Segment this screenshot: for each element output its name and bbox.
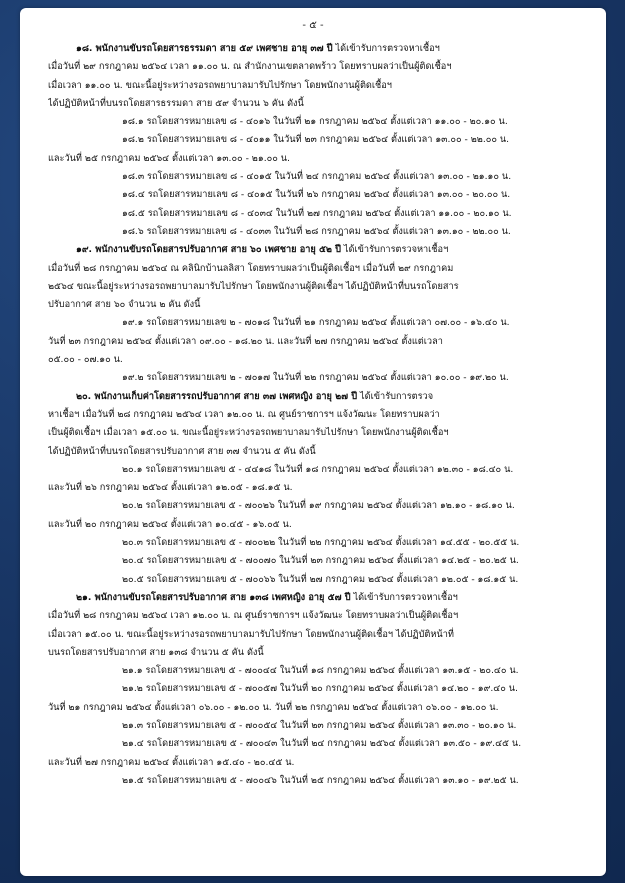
line-text: เมื่อเวลา ๑๑.๐๐ น. ขณะนี้อยู่ระหว่างรอรถพยาบาลมารับไปรักษา โดยพนักงานผู้ติดเชื้อฯ — [48, 79, 392, 91]
line-text: ได้เข้ารับการตรวจหาเชื้อฯ — [350, 591, 458, 603]
line-text: ๑๘.๖ รถโดยสารหมายเลข ๘ - ๔๐๓๓ ในวันที่ ๒๘ กรกฎาคม ๒๕๖๔ ตั้งแต่เวลา ๑๓.๑๐ - ๒๒.๐๐ น. — [122, 225, 511, 237]
line-text: ๑๙.๒ รถโดยสารหมายเลข ๒ - ๗๐๑๗ ในวันที่ ๒๒ กรกฎาคม ๒๕๖๔ ตั้งแต่เวลา ๑๐.๐๐ - ๑๙.๒๐ น. — [122, 372, 509, 384]
document-page — [20, 8, 606, 876]
item-heading-line — [48, 589, 582, 607]
sub-item-line — [48, 534, 582, 552]
line-text: ๒๑.๑ รถโดยสารหมายเลข ๕ - ๗๐๐๔๔ ในวันที่ ๑๘ กรกฎาคม ๒๕๖๔ ตั้งแต่เวลา ๑๓.๑๕ - ๒๐.๔๐ น. — [122, 665, 519, 677]
paragraph-line — [48, 278, 582, 296]
sub-item-line — [48, 717, 582, 735]
line-text: ๑๘.๓ รถโดยสารหมายเลข ๘ - ๔๐๑๕ ในวันที่ ๒๔ กรกฎาคม ๒๕๖๔ ตั้งแต่เวลา ๑๓.๐๐ - ๒๑.๑๐ น. — [122, 171, 512, 183]
paragraph-line — [48, 58, 582, 76]
item-heading-bold: ๒๐. พนักงานเก็บค่าโดยสารรถปรับอากาศ สาย ๓๗ เพศหญิง อายุ ๒๗ ปี — [76, 390, 358, 402]
sub-item-line — [48, 131, 582, 149]
document-body — [48, 40, 582, 790]
line-text: ๑๘.๑ รถโดยสารหมายเลข ๘ - ๔๐๑๖ ในวันที่ ๒๑ กรกฎาคม ๒๕๖๔ ตั้งแต่เวลา ๑๑.๐๐ - ๒๐.๑๐ น. — [122, 116, 508, 128]
line-text: เมื่อวันที่ ๒๙ กรกฎาคม ๒๕๖๔ เวลา ๑๑.๐๐ น. ณ สำนักงานเขตลาดพร้าว โดยทราบผลว่าเป็นผู้ติดเชื้อฯ — [48, 61, 452, 73]
item-heading-line — [48, 241, 582, 259]
sub-item-line — [48, 662, 582, 680]
sub-item-line — [48, 571, 582, 589]
paragraph-line — [48, 424, 582, 442]
line-text: ๒๑.๕ รถโดยสารหมายเลข ๕ - ๗๐๐๔๖ ในวันที่ ๒๕ กรกฎาคม ๒๕๖๔ ตั้งแต่เวลา ๑๓.๑๐ - ๑๙.๒๕ น. — [122, 774, 519, 786]
paragraph-line — [48, 150, 582, 168]
sub-item-line — [48, 168, 582, 186]
line-text: ๑๙.๑ รถโดยสารหมายเลข ๒ - ๗๐๑๘ ในวันที่ ๒๑ กรกฎาคม ๒๕๖๔ ตั้งแต่เวลา ๐๗.๐๐ - ๑๖.๔๐ น. — [122, 317, 510, 329]
line-text: เมื่อวันที่ ๒๘ กรกฎาคม ๒๕๖๔ ณ คลินิกบ้านลลิสา โดยทราบผลว่าเป็นผู้ติดเชื้อฯ เมื่อวันที่ ๒๙ กรกฎาคม — [48, 262, 454, 274]
line-text: ๐๕.๐๐ - ๐๗.๑๐ น. — [48, 354, 123, 366]
line-text: เมื่อวันที่ ๒๘ กรกฎาคม ๒๕๖๔ เวลา ๑๒.๐๐ น. ณ ศูนย์ราชการฯ แจ้งวัฒนะ โดยทราบผลว่าเป็นผู้ติดเชื้อฯ — [48, 610, 459, 622]
line-text: ได้เข้ารับการตรวจหาเชื้อฯ — [341, 244, 449, 256]
line-text: วันที่ ๒๓ กรกฎาคม ๒๕๖๔ ตั้งแต่เวลา ๐๙.๐๐ - ๑๘.๒๐ น. และวันที่ ๒๗ กรกฎาคม ๒๕๖๔ ตั้งแต่เวลา — [48, 335, 443, 347]
line-text: และวันที่ ๒๕ กรกฎาคม ๒๕๖๔ ตั้งแต่เวลา ๑๓.๐๐ - ๒๑.๐๐ น. — [48, 152, 290, 164]
sub-item-line — [48, 680, 582, 698]
line-text: ๒๑.๔ รถโดยสารหมายเลข ๕ - ๗๐๐๔๓ ในวันที่ ๒๔ กรกฎาคม ๒๕๖๔ ตั้งแต่เวลา ๑๓.๕๐ - ๑๙.๔๕ น. — [122, 738, 522, 750]
paragraph-line — [48, 260, 582, 278]
line-text: ปรับอากาศ สาย ๖๐ จำนวน ๒ คัน ดังนี้ — [48, 299, 201, 311]
sub-item-line — [48, 772, 582, 790]
line-text: และวันที่ ๒๐ กรกฎาคม ๒๕๖๔ ตั้งแต่เวลา ๑๐.๔๕ - ๑๖.๐๕ น. — [48, 518, 292, 530]
paragraph-line — [48, 333, 582, 351]
line-text: ๑๘.๔ รถโดยสารหมายเลข ๘ - ๔๐๑๕ ในวันที่ ๒๖ กรกฎาคม ๒๕๖๔ ตั้งแต่เวลา ๑๓.๐๐ - ๒๐.๐๐ น. — [122, 189, 511, 201]
item-heading-bold: ๑๙. พนักงานขับรถโดยสารปรับอากาศ สาย ๖๐ เพศชาย อายุ ๕๒ ปี — [76, 244, 341, 256]
line-text: ๑๘.๒ รถโดยสารหมายเลข ๘ - ๔๐๑๑ ในวันที่ ๒๓ กรกฎาคม ๒๕๖๔ ตั้งแต่เวลา ๑๓.๐๐ - ๒๒.๐๐ น. — [122, 134, 510, 146]
line-text: และวันที่ ๒๗ กรกฎาคม ๒๕๖๔ ตั้งแต่เวลา ๑๕.๔๐ - ๒๐.๔๕ น. — [48, 756, 295, 768]
line-text: ๒๐.๕ รถโดยสารหมายเลข ๕ - ๗๐๐๖๖ ในวันที่ ๒๗ กรกฎาคม ๒๕๖๔ ตั้งแต่เวลา ๑๒.๐๕ - ๑๘.๑๕ น. — [122, 573, 519, 585]
line-text: ๑๘.๕ รถโดยสารหมายเลข ๘ - ๔๐๓๔ ในวันที่ ๒๗ กรกฎาคม ๒๕๖๔ ตั้งแต่เวลา ๑๑.๐๐ - ๒๐.๑๐ น. — [122, 207, 512, 219]
line-text: เป็นผู้ติดเชื้อฯ เมื่อเวลา ๑๕.๐๐ น. ขณะนี้อยู่ระหว่างรอรถพยาบาลมารับไปรักษา โดยพนักงานผู้ติดเชื้อฯ — [48, 427, 449, 439]
sub-item-line — [48, 552, 582, 570]
sub-item-line — [48, 314, 582, 332]
line-text: บนรถโดยสารปรับอากาศ สาย ๑๓๘ จำนวน ๕ คัน ดังนี้ — [48, 646, 264, 658]
sub-item-line — [48, 223, 582, 241]
line-text: ได้ปฏิบัติหน้าที่บนรถโดยสารปรับอากาศ สาย ๓๗ จำนวน ๕ คัน ดังนี้ — [48, 445, 316, 457]
line-text: ๒๑.๒ รถโดยสารหมายเลข ๕ - ๗๐๐๕๗ ในวันที่ ๒๐ กรกฎาคม ๒๕๖๔ ตั้งแต่เวลา ๑๔.๒๐ - ๑๙.๔๐ น. — [122, 683, 518, 695]
sub-item-line — [48, 497, 582, 515]
paragraph-line — [48, 479, 582, 497]
item-heading-bold: ๑๘. พนักงานขับรถโดยสารธรรมดา สาย ๕๙ เพศชาย อายุ ๓๗ ปี — [76, 43, 333, 54]
paragraph-line — [48, 644, 582, 662]
paragraph-line — [48, 516, 582, 534]
item-heading-line — [48, 40, 582, 58]
paragraph-line — [48, 77, 582, 95]
paragraph-line — [48, 296, 582, 314]
sub-item-line — [48, 735, 582, 753]
paragraph-line — [48, 443, 582, 461]
line-text: ๒๐.๑ รถโดยสารหมายเลข ๕ - ๔๔๑๘ ในวันที่ ๑๘ กรกฎาคม ๒๕๖๔ ตั้งแต่เวลา ๑๒.๓๐ - ๑๘.๔๐ น. — [122, 463, 514, 475]
line-text: ได้ปฏิบัติหน้าที่บนรถโดยสารธรรมดา สาย ๕๙ จำนวน ๖ คัน ดังนี้ — [48, 97, 304, 109]
sub-item-line — [48, 461, 582, 479]
paragraph-line — [48, 626, 582, 644]
line-text: ๒๕๖๔ ขณะนี้อยู่ระหว่างรอรถพยาบาลมารับไปรักษา โดยพนักงานผู้ติดเชื้อฯ ได้ปฏิบัติหน้าที่บนรถโดยสาร — [48, 280, 459, 292]
paragraph-line — [48, 699, 582, 717]
sub-item-line — [48, 186, 582, 204]
sub-item-line — [48, 369, 582, 387]
paragraph-line — [48, 351, 582, 369]
line-text: ๒๐.๒ รถโดยสารหมายเลข ๕ - ๗๐๐๒๖ ในวันที่ ๑๙ กรกฎาคม ๒๕๖๔ ตั้งแต่เวลา ๑๒.๑๐ - ๑๘.๑๐ น. — [122, 500, 515, 512]
item-heading-line — [48, 388, 582, 406]
line-text: ได้เข้ารับการตรวจหาเชื้อฯ — [332, 43, 440, 54]
page-number: - ๕ - — [302, 20, 324, 31]
line-text: ได้เข้ารับการตรวจ — [357, 390, 434, 402]
sub-item-line — [48, 113, 582, 131]
line-text: ๒๑.๓ รถโดยสารหมายเลข ๕ - ๗๐๐๕๔ ในวันที่ ๒๓ กรกฎาคม ๒๕๖๔ ตั้งแต่เวลา ๑๓.๓๐ - ๒๐.๑๐ น. — [122, 719, 517, 731]
sub-item-line — [48, 205, 582, 223]
paragraph-line — [48, 607, 582, 625]
line-text: เมื่อเวลา ๑๕.๐๐ น. ขณะนี้อยู่ระหว่างรอรถพยาบาลมารับไปรักษา โดยพนักงานผู้ติดเชื้อฯ ได้ปฏิบัติหน้าที่ — [48, 628, 454, 640]
line-text: หาเชื้อฯ เมื่อวันที่ ๒๘ กรกฎาคม ๒๕๖๔ เวลา ๑๒.๐๐ น. ณ ศูนย์ราชการฯ แจ้งวัฒนะ โดยทราบผลว่า — [48, 408, 440, 420]
line-text: ๒๐.๓ รถโดยสารหมายเลข ๕ - ๗๐๐๒๒ ในวันที่ ๒๒ กรกฎาคม ๒๕๖๔ ตั้งแต่เวลา ๑๔.๕๕ - ๒๐.๕๕ น. — [122, 537, 520, 549]
line-text: และวันที่ ๒๖ กรกฎาคม ๒๕๖๔ ตั้งแต่เวลา ๑๒.๐๕ - ๑๘.๑๕ น. — [48, 482, 293, 494]
item-heading-bold: ๒๑. พนักงานขับรถโดยสารปรับอากาศ สาย ๑๓๘ เพศหญิง อายุ ๕๗ ปี — [76, 591, 351, 603]
paragraph-line — [48, 95, 582, 113]
paragraph-line — [48, 754, 582, 772]
line-text: วันที่ ๒๑ กรกฎาคม ๒๕๖๔ ตั้งแต่เวลา ๐๖.๐๐ - ๑๒.๐๐ น. วันที่ ๒๒ กรกฎาคม ๒๕๖๔ ตั้งแต่เวลา ๐๖.๐๐ - ๑๒.๐๐ น. — [48, 701, 499, 713]
line-text: ๒๐.๔ รถโดยสารหมายเลข ๕ - ๗๐๐๗๐ ในวันที่ ๒๓ กรกฎาคม ๒๕๖๔ ตั้งแต่เวลา ๑๔.๒๕ - ๒๐.๒๕ น. — [122, 555, 519, 567]
paragraph-line — [48, 406, 582, 424]
